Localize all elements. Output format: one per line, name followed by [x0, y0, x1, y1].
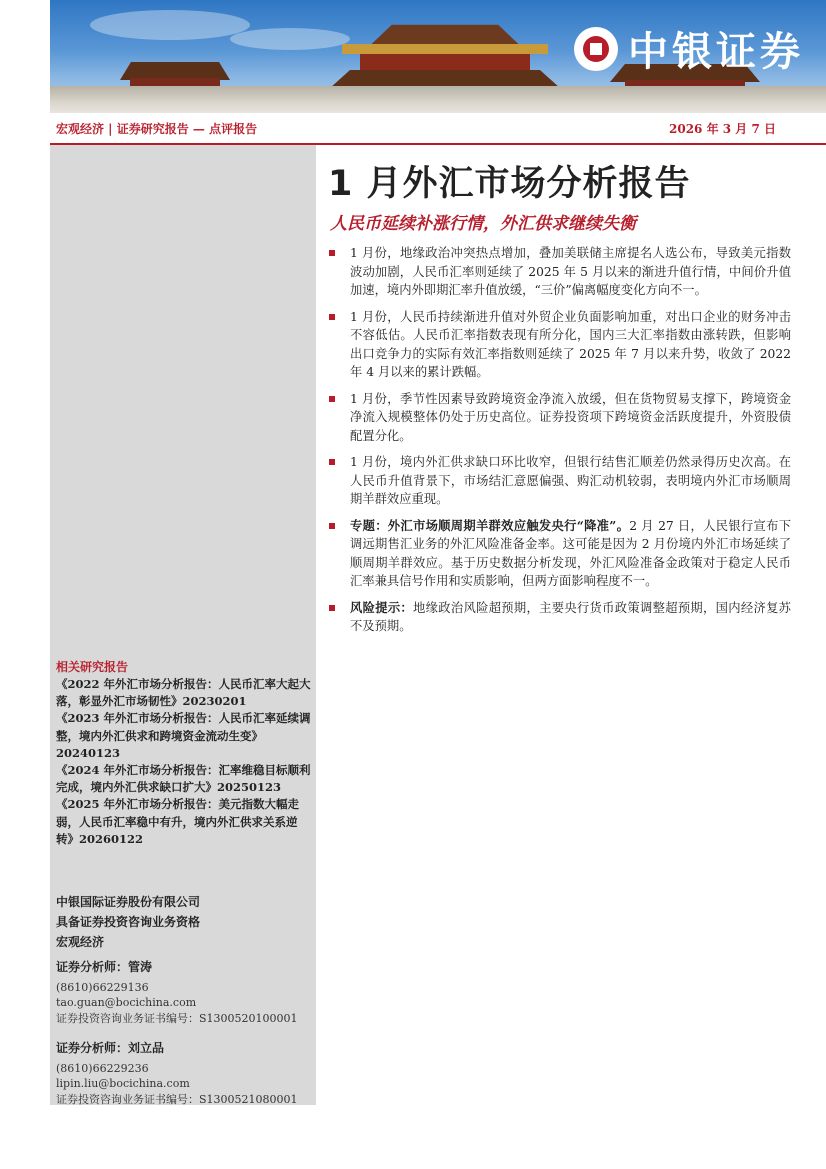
key-point-text: 1 月份，季节性因素导致跨境资金净流入放缓，但在货物贸易支撑下，跨境资金净流入规模整体仍处于历史高位。证券投资项下跨境资金活跃度提升，外资股债配置分化。 — [350, 391, 791, 443]
related-reports-list — [56, 676, 312, 848]
bullet-square-icon — [329, 314, 335, 320]
analyst-certificate: 证券投资咨询业务证书编号：S1300520100001 — [56, 1011, 298, 1025]
related-report-item[interactable]: 《2023 年外汇市场分析报告：人民币汇率延续调整，境内外汇供求和跨境资金流动生变》20240123 — [56, 711, 311, 760]
company-info — [56, 892, 200, 932]
key-point-lead: 专题：外汇市场顺周期羊群效应触发央行“降准”。 — [350, 517, 630, 533]
bullet-square-icon — [329, 396, 335, 402]
related-report-item[interactable]: 《2025 年外汇市场分析报告：美元指数大幅走弱，人民币汇率稳中有升，境内外汇供求关系逆转》20260122 — [56, 797, 300, 846]
brand-name: 中银证券 — [628, 29, 804, 75]
report-category: 宏观经济 — [56, 935, 105, 949]
report-date: 2026 年 3 月 7 日 — [669, 121, 776, 136]
analyst-card — [56, 960, 312, 1026]
related-reports-title: 相关研究报告 — [56, 660, 129, 674]
key-point-text: 2 月 27 日，人民银行宣布下调远期售汇业务的外汇风险准备金率。这可能是因为 2 月份境内外汇市场延续了顺周期羊群效应。基于历史数据分析发现，外汇风险准备金政策对于稳定人民币汇率兼具信号作用和实质影响，但两方面影响程度不一。 — [350, 518, 791, 588]
report-title: 1 月外汇市场分析报告 — [328, 164, 691, 204]
analyst-name: 证券分析师：管涛 — [56, 960, 153, 974]
bullet-square-icon — [329, 523, 335, 529]
key-point — [326, 517, 791, 591]
analyst-card — [56, 1041, 312, 1107]
company-qualification: 具备证券投资咨询业务资格 — [56, 915, 201, 929]
analyst-name: 证券分析师：刘立品 — [56, 1041, 165, 1055]
related-report-item[interactable]: 《2022 年外汇市场分析报告：人民币汇率大起大落，彰显外汇市场韧性》20230201 — [56, 677, 311, 709]
key-point-lead: 风险提示： — [350, 599, 414, 615]
breadcrumb: 宏观经济 | 证券研究报告 — 点评报告 — [56, 121, 258, 136]
boc-emblem-icon — [574, 27, 618, 71]
company-name: 中银国际证券股份有限公司 — [56, 895, 201, 909]
analyst-phone: (8610)66229236 — [56, 1061, 149, 1075]
bullet-square-icon — [329, 250, 335, 256]
analyst-email[interactable]: lipin.liu@bocichina.com — [56, 1077, 190, 1090]
analyst-phone: (8610)66229136 — [56, 980, 149, 994]
analyst-certificate: 证券投资咨询业务证书编号：S1300521080001 — [56, 1092, 298, 1106]
palace-eave — [342, 44, 548, 54]
related-report-item[interactable]: 《2024 年外汇市场分析报告：汇率维稳目标顺利完成，境内外汇供求缺口扩大》20250123 — [56, 763, 311, 795]
key-point-text: 1 月份，地缘政治冲突热点增加，叠加美联储主席提名人选公布，导致美元指数波动加剧，人民币汇率则延续了 2025 年 5 月以来的渐进升值行情，中间价升值加速，境内外即期汇率升值放缓，“三价”偏离幅度变化方向不一。 — [350, 246, 791, 297]
header-banner — [50, 0, 826, 113]
key-point — [326, 308, 791, 382]
report-subtitle: 人民币延续补涨行情，外汇供求继续失衡 — [330, 214, 636, 234]
key-point — [326, 244, 791, 300]
palace-terrace — [50, 86, 826, 113]
bullet-square-icon — [329, 459, 335, 465]
key-point-text: 1 月份，境内外汇供求缺口环比收窄，但银行结售汇顺差仍然录得历史次高。在人民币升值背景下，市场结汇意愿偏强、购汇动机较弱，表明境内外汇市场顺周期羊群效应重现。 — [350, 455, 791, 506]
key-point — [326, 599, 791, 636]
sidebar — [50, 145, 316, 1105]
bullet-square-icon — [329, 605, 335, 611]
key-point — [326, 453, 791, 509]
key-point-text: 地缘政治风险超预期，主要央行货币政策调整超预期，国内经济复苏不及预期。 — [350, 600, 791, 633]
key-points-list — [326, 244, 791, 644]
report-header-bar — [50, 113, 826, 145]
analyst-email[interactable]: tao.guan@bocichina.com — [56, 996, 197, 1009]
key-point — [326, 390, 791, 446]
cloud-decoration — [90, 10, 250, 40]
cloud-decoration — [230, 28, 350, 50]
key-point-text: 1 月份，人民币持续渐进升值对外贸企业负面影响加重，对出口企业的财务冲击不容低估。人民币汇率指数表现有所分化，国内三大汇率指数由涨转跌，但影响出口竞争力的实际有效汇率指数则延续了 2025 年 7 月以来升势，收敛了 2022 年 4 月以来的累计跌幅。 — [350, 309, 791, 379]
brand-logo — [574, 20, 804, 77]
